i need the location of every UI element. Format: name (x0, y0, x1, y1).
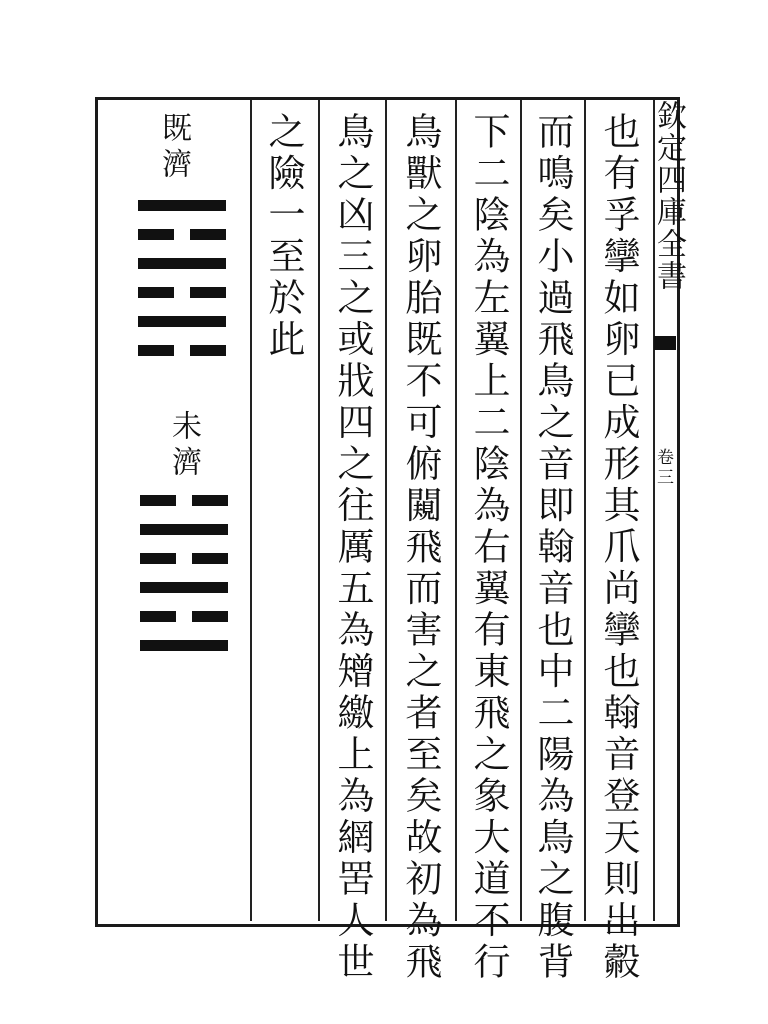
hexagram-line (138, 200, 226, 211)
hexagram-line (140, 582, 228, 593)
text-column-1: 也有孚攣如卵已成形其爪尚攣也翰音登天則出㲉 (597, 112, 640, 984)
book-title: 欽定四庫全書 (651, 100, 686, 292)
hexagram-line (140, 495, 228, 506)
hexagram-line (138, 316, 226, 327)
hexagram-line (140, 640, 228, 651)
text-column-2: 而鳴矣小過飛鳥之音即翰音也中二陽為鳥之腹背 (531, 112, 574, 984)
hexagram-line (138, 229, 226, 240)
column-rule (520, 100, 522, 921)
hexagram-jiji-icon (138, 200, 226, 374)
hexagram-line (140, 524, 228, 535)
hexagram-name-weiji: 未濟 (166, 410, 201, 482)
hexagram-line (138, 287, 226, 298)
text-column-4: 鳥獸之卵胎既不可俯闚飛而害之者至矣故初為飛 (399, 112, 442, 984)
column-rule (385, 100, 387, 921)
column-rule (250, 100, 252, 921)
hexagram-line (138, 258, 226, 269)
hexagram-line (140, 553, 228, 564)
hexagram-line (138, 345, 226, 356)
column-rule (584, 100, 586, 921)
text-column-5: 鳥之凶三之或戕四之往厲五為矰繳上為網罟人世 (331, 112, 374, 984)
hexagram-name-jiji: 既濟 (156, 112, 191, 184)
juan-label: 卷三 (653, 448, 673, 488)
column-rule (455, 100, 457, 921)
text-column-6: 之險一至於此 (262, 112, 305, 361)
hexagram-line (140, 611, 228, 622)
hexagram-weiji-icon (140, 495, 228, 669)
column-rule (318, 100, 320, 921)
text-column-3: 下二陰為左翼上二陰為右翼有東飛之象大道不行 (467, 112, 510, 984)
fishtail-mark-icon (654, 336, 676, 350)
